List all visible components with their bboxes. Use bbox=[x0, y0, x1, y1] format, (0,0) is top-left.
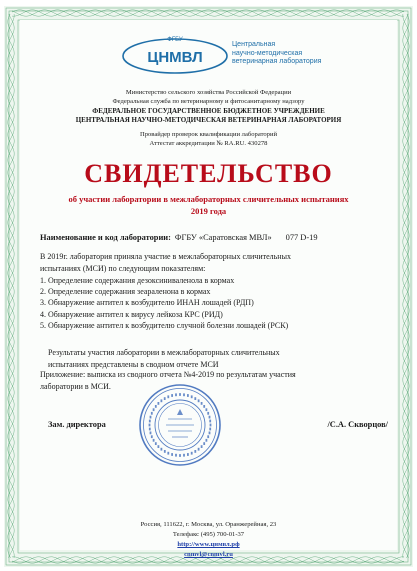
logo-subtitle-line: научно-методическая bbox=[232, 49, 303, 57]
footer-website-link[interactable]: http://www.цнмвл.рф bbox=[177, 541, 240, 548]
institution-line: ФЕДЕРАЛЬНОЕ ГОСУДАРСТВЕННОЕ БЮДЖЕТНОЕ УЧРЕЖДЕНИЕ bbox=[92, 107, 325, 115]
footer-phone: Телефакс (495) 700-01-37 bbox=[172, 531, 245, 538]
certificate-subtitle bbox=[30, 193, 387, 217]
list-item: 4. Обнаружение антител к вирусу лейкоза КРС (РИД) bbox=[40, 309, 223, 319]
appendix-line: Приложение: выписка из сводного отчета №4-2019 по результатам участия bbox=[40, 370, 296, 379]
results-line: испытаниях представлены в сводном отчете МСИ bbox=[48, 359, 219, 369]
indicator-list bbox=[40, 275, 385, 331]
intro-paragraph bbox=[40, 251, 385, 274]
logo-subtitle-line: Центральная bbox=[232, 41, 276, 48]
footer-email-link[interactable]: cnmvl@cnmvl.ru bbox=[184, 551, 233, 558]
cnmvl-logo bbox=[120, 32, 230, 76]
results-line: Результаты участия лаборатории в межлабораторных сличительных bbox=[48, 348, 280, 357]
subtitle-year: 2019 года bbox=[190, 206, 227, 216]
list-item: 5. Обнаружение антител к возбудителю случной болезни лошадей (РСК) bbox=[40, 320, 289, 330]
logo-subtitle bbox=[232, 41, 342, 67]
list-item: 2. Определение содержания зеараленона в кормах bbox=[40, 287, 211, 297]
signatory-name: /С.А. Скворцов/ bbox=[327, 420, 388, 429]
list-item: 3. Обнаружение антител к возбудителю ИНАН лошадей (РДП) bbox=[40, 298, 254, 308]
laboratory-line: ЦЕНТРАЛЬНАЯ НАУЧНО-МЕТОДИЧЕСКАЯ ВЕТЕРИНАРНАЯ ЛАБОРАТОРИЯ bbox=[75, 116, 342, 124]
logo-top-text: ФГБУ bbox=[167, 37, 183, 43]
laboratory-label: Наименование и код лаборатории: bbox=[40, 233, 171, 242]
list-item: 1. Определение содержания дезоксиниваленола в кормах bbox=[40, 276, 235, 285]
laboratory-identification bbox=[40, 233, 380, 242]
appendix-line: лаборатории в МСИ. bbox=[40, 381, 111, 391]
logo-name: ЦНМВЛ bbox=[147, 49, 203, 66]
laboratory-name: ФГБУ «Саратовская МВЛ» bbox=[174, 233, 272, 242]
laboratory-code: 077 D-19 bbox=[285, 233, 318, 242]
ministry-line: Министерство сельского хозяйства Российской Федерации bbox=[125, 89, 292, 96]
signatory-position: Зам. директора bbox=[48, 420, 106, 429]
service-line: Федеральная служба по ветеринарному и фитосанитарному надзору bbox=[112, 98, 305, 105]
logo-subtitle-line: ветеринарная лаборатория bbox=[232, 58, 322, 65]
results-paragraph bbox=[48, 347, 393, 370]
intro-line: испытаниях (МСИ) по следующим показателям: bbox=[40, 263, 206, 273]
provider-line: Провайдер проверок квалификации лабораторий bbox=[139, 131, 278, 138]
certificate-title: СВИДЕТЕЛЬСТВО bbox=[84, 159, 333, 188]
footer-address: Россия, 111622, г. Москва, ул. Оранжерейная, 23 bbox=[140, 521, 277, 528]
subtitle-line: об участии лаборатории в межлабораторных сличительных испытаниях bbox=[68, 194, 349, 204]
accreditation-line: Аттестат аккредитации № RA.RU. 430278 bbox=[149, 140, 268, 147]
signature-row bbox=[48, 420, 388, 429]
intro-line: В 2019г. лаборатория приняла участие в межлабораторных сличительных bbox=[40, 252, 291, 261]
